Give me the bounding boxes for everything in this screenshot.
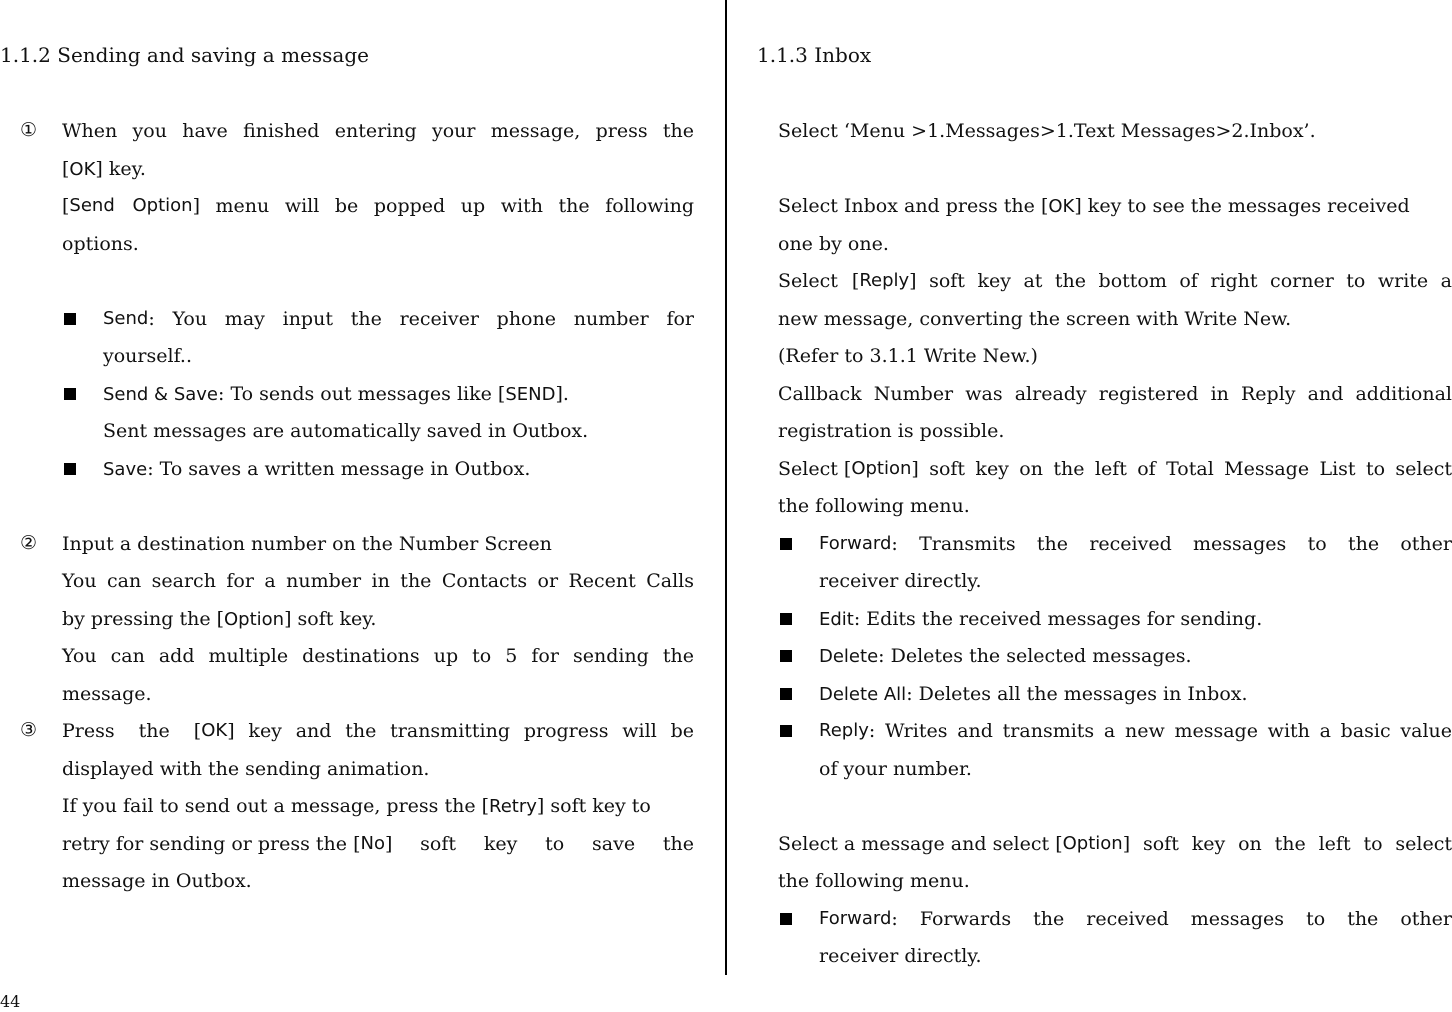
option-key-label: Option [224, 609, 285, 630]
bullet-square-icon [780, 538, 792, 550]
column-divider [725, 0, 727, 975]
sendsave-item-line2: Sent messages are automatically saved in Outbox. [103, 420, 589, 442]
forward-item-line1: Forward : Transmits the received messages to the other [819, 533, 1452, 555]
send-save-keyword: Send & Save [103, 384, 218, 405]
forward-keyword: Forward [819, 533, 892, 554]
delete-item: Delete: Deletes the selected messages. [819, 645, 1192, 667]
delete-all-keyword: Delete All [819, 684, 907, 705]
forward-keyword: Forward [819, 908, 892, 929]
bullet-square-icon [64, 388, 76, 400]
bullet-square-icon [780, 688, 792, 700]
step2-line4: You can add multiple destinations up to 5 for sending the [62, 645, 694, 667]
save-item-line1: Save: To saves a written message in Outbox. [103, 458, 531, 480]
inbox-path-text: Select ‘Menu >1.Messages>1.Text Messages>2.Inbox’. [778, 120, 1316, 142]
step3-line5: message in Outbox. [62, 870, 252, 892]
inbox-p6-line2: the following menu. [778, 495, 970, 517]
delete-all-item: Delete All: Deletes all the messages in Inbox. [819, 683, 1248, 705]
option-key-label: Option [851, 458, 912, 479]
inbox-p6-line1: Select [ Option ] soft key on the left of Total Message List to select [778, 458, 1452, 480]
step2-line1: Input a destination number on the Number Screen [62, 533, 552, 555]
ok-key-label: OK [1048, 196, 1075, 217]
step-number-1: ① [20, 119, 38, 141]
reply-keyword: Reply [819, 720, 869, 741]
step1-line4: options. [62, 233, 139, 255]
step2-line3: by pressing the [Option] soft key. [62, 608, 377, 630]
page-number: 44 [0, 992, 21, 1011]
edit-item: Edit: Edits the received messages for sending. [819, 608, 1263, 630]
inbox-p5-line2: registration is possible. [778, 420, 1005, 442]
section-heading-sending: 1.1.2 Sending and saving a message [0, 43, 369, 67]
send-item-line2: yourself.. [103, 345, 192, 367]
forward2-item-line1: Forward : Forwards the received messages to the other [819, 908, 1452, 930]
no-key-label: No [360, 833, 385, 854]
step3-line2: displayed with the sending animation. [62, 758, 430, 780]
forward-item-line2: receiver directly. [819, 570, 982, 592]
step2-line5: message. [62, 683, 152, 705]
bullet-square-icon [64, 463, 76, 475]
step2-line2: You can search for a number in the Contacts or Recent Calls [62, 570, 694, 592]
inbox-p2-line2: one by one. [778, 233, 889, 255]
delete-keyword: Delete [819, 646, 879, 667]
bullet-square-icon [780, 650, 792, 662]
inbox-p7-line2: the following menu. [778, 870, 970, 892]
bullet-square-icon [780, 725, 792, 737]
send-option-label: Send Option [69, 195, 193, 216]
inbox-p3-line1: Select [ Reply ] soft key at the bottom of right corner to write a [778, 270, 1452, 292]
step3-line1: Press the [ OK ] key and the transmitting progress will be [62, 720, 694, 742]
step1-line2: [OK] key. [62, 158, 146, 180]
step3-line4: retry for sending or press the [ No ] soft key to save the [62, 833, 694, 855]
retry-key-label: Retry [489, 796, 537, 817]
forward2-item-line2: receiver directly. [819, 945, 982, 967]
step-number-3: ③ [20, 719, 38, 741]
inbox-p3-line2: new message, converting the screen with Write New. [778, 308, 1292, 330]
step-number-2: ② [20, 532, 38, 554]
bullet-square-icon [780, 913, 792, 925]
save-keyword: Save [103, 459, 148, 480]
bullet-square-icon [780, 613, 792, 625]
sendsave-item-line1: Send & Save: To sends out messages like [SEND]. [103, 383, 569, 405]
section-heading-inbox: 1.1.3 Inbox [757, 43, 872, 67]
step1-line3: [ Send Option ] menu will be popped up with the following [62, 195, 694, 217]
step3-line3: If you fail to send out a message, press the [Retry] soft key to [62, 795, 651, 817]
ok-key-label: OK [69, 159, 96, 180]
ok-key-label: OK [201, 720, 228, 741]
inbox-p4: (Refer to 3.1.1 Write New.) [778, 345, 1038, 367]
send-keyword: Send [103, 308, 149, 329]
option-key-label: Option [1062, 833, 1123, 854]
edit-keyword: Edit [819, 609, 854, 630]
send-item-line1: Send : You may input the receiver phone number for [103, 308, 694, 330]
reply-item-line1: Reply : Writes and transmits a new message with a basic value [819, 720, 1452, 742]
reply-key-label: Reply [859, 270, 910, 291]
inbox-p5-line1: Callback Number was already registered in Reply and additional [778, 383, 1452, 405]
step1-line1: When you have finished entering your message, press the [62, 120, 694, 142]
inbox-p7-line1: Select a message and select [ Option ] soft key on the left to select [778, 833, 1452, 855]
reply-item-line2: of your number. [819, 758, 972, 780]
inbox-p2-line1: Select Inbox and press the [OK] key to see the messages received [778, 195, 1410, 217]
bullet-square-icon [64, 313, 76, 325]
